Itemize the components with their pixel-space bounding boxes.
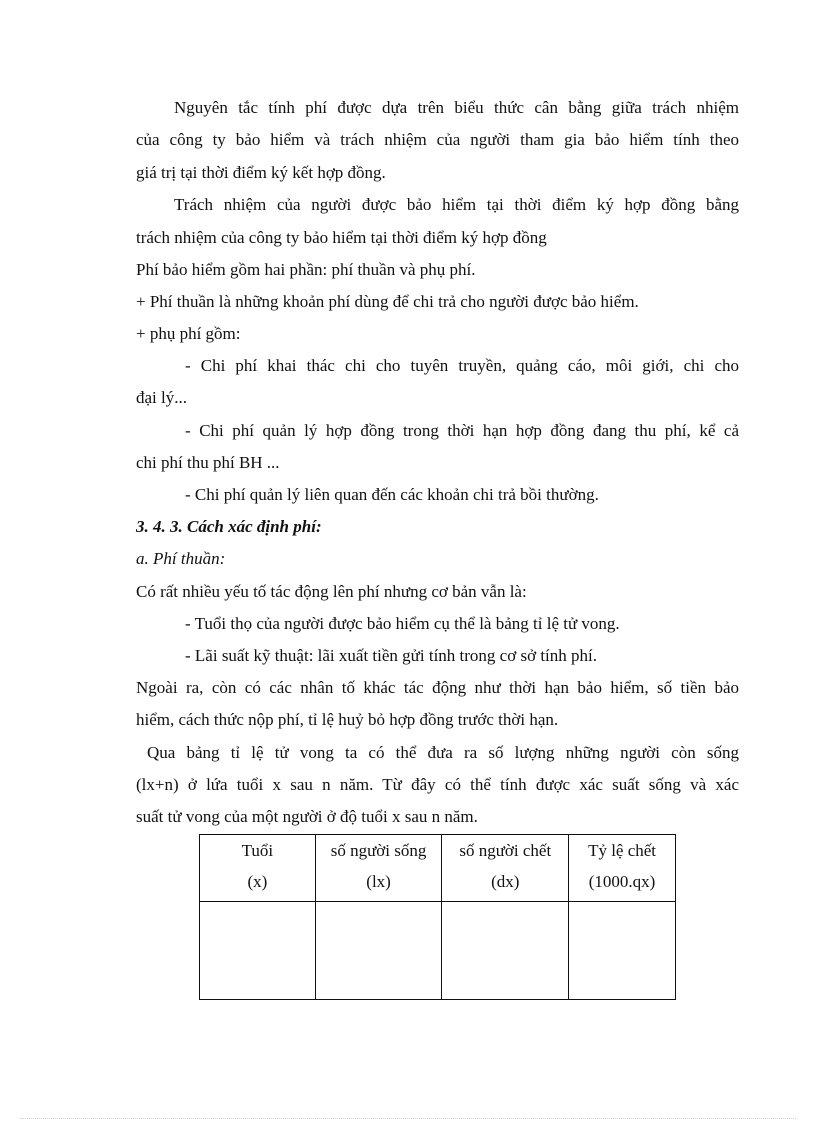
text-line: Trách nhiệm của người được bảo hiểm tại thời điểm ký hợp đồng bằng: [174, 195, 739, 214]
subsection-heading: a. Phí thuần:: [136, 549, 226, 568]
text-line: Phí bảo hiểm gồm hai phần: phí thuần và phụ phí.: [136, 260, 476, 279]
list-item: - Chi phí quản lý liên quan đến các khoản chi trả bồi thường.: [185, 485, 599, 504]
text-line: chi phí thu phí BH ...: [136, 453, 280, 472]
list-item: - Lãi suất kỹ thuật: lãi xuất tiền gửi tính trong cơ sở tính phí.: [185, 646, 597, 665]
list-item: - Tuổi thọ của người được bảo hiểm cụ thể là bảng tỉ lệ tử vong.: [185, 614, 620, 633]
text-line: đại lý...: [136, 388, 187, 407]
header-cell-living: số người sống (lx): [315, 835, 442, 902]
text-line: Ngoài ra, còn có các nhân tố khác tác động như thời hạn bảo hiểm, số tiền bảo: [136, 678, 739, 697]
table-cell: [569, 902, 676, 1000]
text-line: suất tử vong của một người ở độ tuổi x sau n năm.: [136, 807, 478, 826]
list-item: - Chi phí quản lý hợp đồng trong thời hạn hợp đồng đang thu phí, kể cả: [185, 421, 739, 440]
text-line: của công ty bảo hiểm và trách nhiệm của người tham gia bảo hiểm tính theo: [136, 130, 739, 149]
header-cell-age: Tuổi (x): [200, 835, 316, 902]
text-line: hiểm, cách thức nộp phí, tỉ lệ huỷ bỏ hợp đồng trước thời hạn.: [136, 710, 559, 729]
text-line: + phụ phí gồm:: [136, 324, 241, 343]
text-line: (lx+n) ở lứa tuổi x sau n năm. Từ đây có thể tính được xác suất sống và xác: [136, 775, 739, 794]
mortality-table: [199, 834, 676, 1000]
page-bottom-divider: [20, 1118, 796, 1119]
list-item: - Chi phí khai thác chi cho tuyên truyền, quảng cáo, môi giới, chi cho: [185, 356, 739, 375]
table-header-row: [200, 835, 676, 902]
text-line: Nguyên tắc tính phí được dựa trên biểu thức cân bằng giữa trách nhiệm: [174, 98, 739, 117]
header-cell-deaths: số người chết (dx): [442, 835, 569, 902]
table-cell: [315, 902, 442, 1000]
table-row: [200, 902, 676, 1000]
section-heading: 3. 4. 3. Cách xác định phí:: [136, 517, 322, 536]
header-cell-death-rate: Tỷ lệ chết (1000.qx): [569, 835, 676, 902]
text-line: Có rất nhiều yếu tố tác động lên phí nhưng cơ bản vẫn là:: [136, 582, 527, 601]
text-line: + Phí thuần là những khoản phí dùng để chi trả cho người được bảo hiểm.: [136, 292, 639, 311]
table-cell: [442, 902, 569, 1000]
text-line: trách nhiệm của công ty bảo hiểm tại thời điểm ký hợp đồng: [136, 228, 547, 247]
text-line: giá trị tại thời điểm ký kết hợp đồng.: [136, 163, 386, 182]
text-line: Qua bảng tỉ lệ tử vong ta có thể đưa ra số lượng những người còn sống: [147, 743, 739, 762]
table-cell: [200, 902, 316, 1000]
